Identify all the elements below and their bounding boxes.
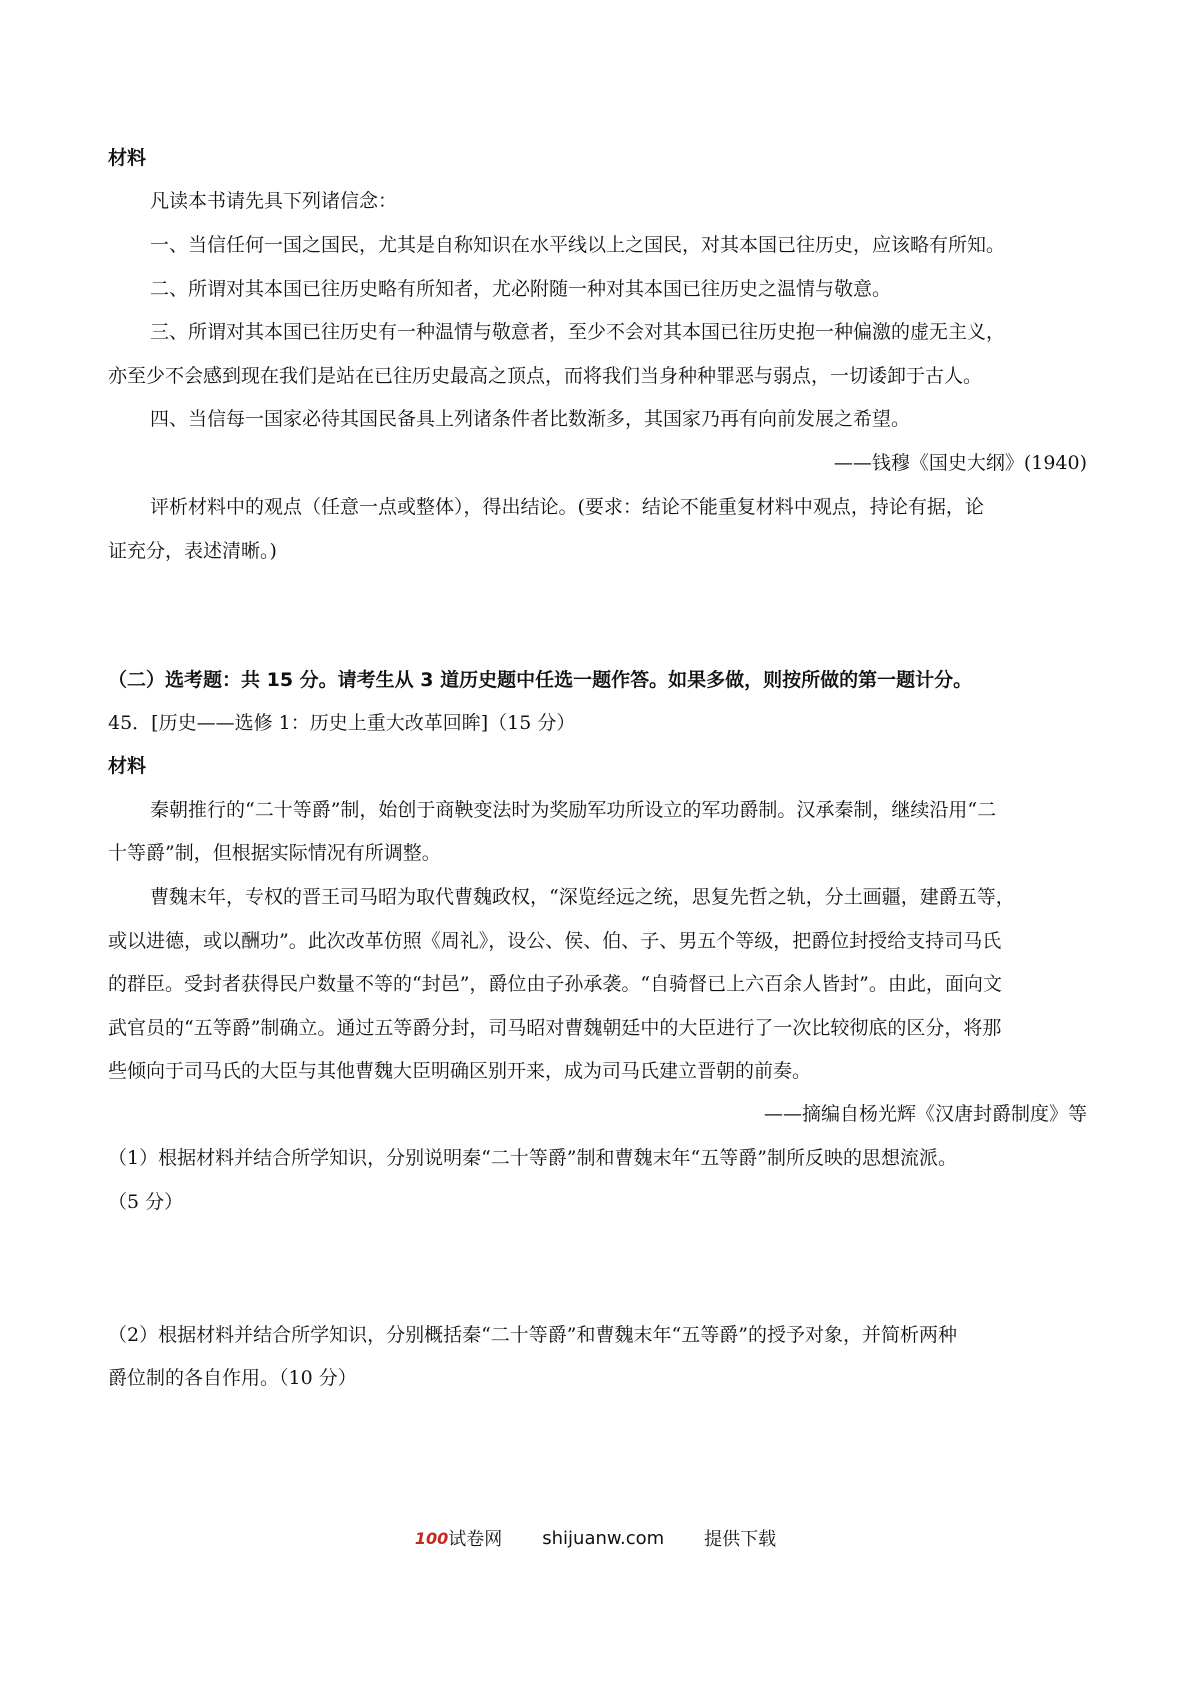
material-p2-line-3: 的群臣。受封者获得民户数量不等的“封邑”，爵位由子孙承袭。“自骑督已上六百余人皆封”。由此，面向文 [108, 973, 1002, 995]
site-url[interactable]: shijuanw.com [542, 1527, 665, 1549]
belief-point-1: 一、当信任何一国之国民，尤其是自称知识在水平线以上之国民，对其本国已往历史，应该略有所知。 [150, 234, 1006, 256]
belief-point-2: 二、所谓对其本国已往历史略有所知者，尤必附随一种对其本国已往历史之温情与敬意。 [150, 278, 892, 300]
footer-tagline: 提供下载 [704, 1529, 777, 1550]
material-heading-1: 材料 [108, 147, 147, 169]
page-footer [0, 1525, 1191, 1551]
material-source-1: ——钱穆《国史大纲》(1940) [833, 452, 1087, 474]
belief-point-3-line-1: 三、所谓对其本国已往历史有一种温情与敬意者，至少不会对其本国已往历史抱一种偏激的虚无主义， [150, 321, 1006, 343]
sub-question-1-line-1: （1）根据材料并结合所学知识，分别说明秦“二十等爵”制和曹魏末年“五等爵”制所反映的思想流派。 [108, 1147, 957, 1169]
material-heading-2: 材料 [108, 755, 147, 777]
material-p2-line-4: 武官员的“五等爵”制确立。通过五等爵分封，司马昭对曹魏朝廷中的大臣进行了一次比较彻底的区分，将那 [108, 1017, 1002, 1039]
question-44-line-2: 证充分，表述清晰。) [108, 540, 277, 562]
material-p2-line-1: 曹魏末年，专权的晋王司马昭为取代曹魏政权，“深览经远之统，思复先哲之轨，分土画疆，建爵五等， [150, 886, 1015, 908]
sub-question-2-line-1: （2）根据材料并结合所学知识，分别概括秦“二十等爵”和曹魏末年“五等爵”的授予对象，并简析两种 [108, 1324, 957, 1346]
sub-question-1-line-2: （5 分） [108, 1191, 184, 1213]
site-logo-text: 试卷网 [448, 1529, 503, 1550]
question-45-title: 45．[历史——选修 1：历史上重大改革回眸]（15 分） [108, 712, 576, 734]
material-p1-line-2: 十等爵”制，但根据实际情况有所调整。 [108, 842, 441, 864]
belief-point-4: 四、当信每一国家必待其国民备具上列诸条件者比数渐多，其国家乃再有向前发展之希望。 [150, 408, 911, 430]
material-source-2: ——摘编自杨光辉《汉唐封爵制度》等 [763, 1103, 1087, 1125]
material-p1-line-1: 秦朝推行的“二十等爵”制，始创于商鞅变法时为奖励军功所设立的军功爵制。汉承秦制，继续沿用“二 [150, 799, 997, 821]
sub-question-2-line-2: 爵位制的各自作用。（10 分） [108, 1367, 357, 1389]
site-logo-number: 100 [414, 1528, 449, 1548]
belief-point-3-line-2: 亦至少不会感到现在我们是站在已往历史最高之顶点，而将我们当身种种罪恶与弱点，一切诿卸于古人。 [108, 365, 983, 387]
material-intro: 凡读本书请先具下列诸信念： [150, 190, 398, 212]
elective-heading: （二）选考题：共 15 分。请考生从 3 道历史题中任选一题作答。如果多做，则按所做的第一题计分。 [108, 669, 973, 691]
material-p2-line-2: 或以进德，或以酬功”。此次改革仿照《周礼》，设公、侯、伯、子、男五个等级，把爵位封授给支持司马氏 [108, 930, 1002, 952]
question-44-line-1: 评析材料中的观点（任意一点或整体），得出结论。(要求：结论不能重复材料中观点，持论有据，论 [150, 496, 984, 518]
material-p2-line-5: 些倾向于司马氏的大臣与其他曹魏大臣明确区别开来，成为司马氏建立晋朝的前奏。 [108, 1060, 812, 1082]
